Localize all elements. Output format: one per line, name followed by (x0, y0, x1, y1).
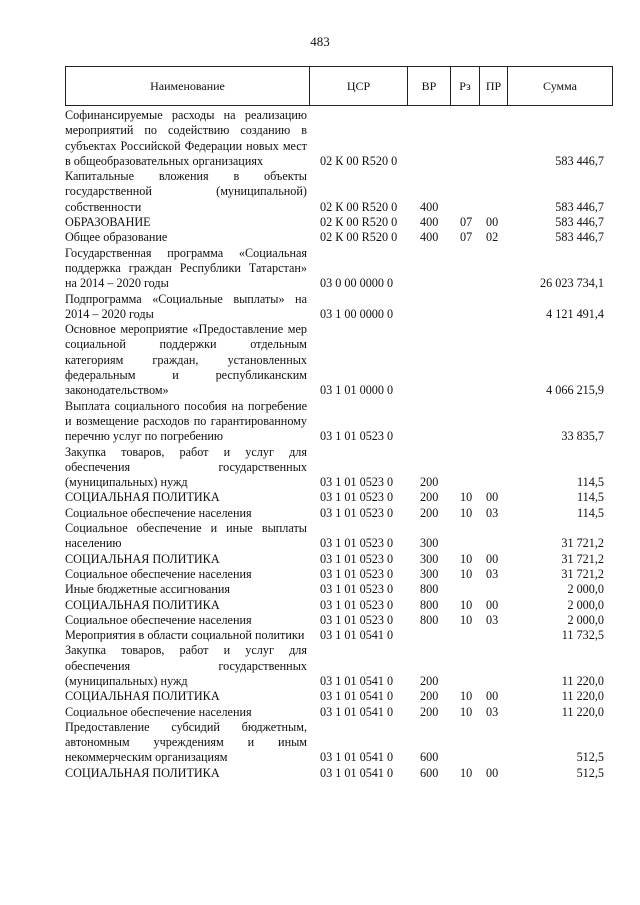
row-csr: 02 К 00 R520 0 (320, 215, 398, 230)
row-sum: 583 446,7 (555, 199, 604, 214)
row-csr: 03 0 00 0000 0 (320, 276, 394, 291)
table-row (65, 169, 613, 215)
table-row (65, 582, 613, 597)
row-sum: 512,5 (576, 765, 604, 780)
table-row (65, 445, 613, 491)
row-vr: 300 (420, 566, 439, 581)
row-name: Государственная программа «Социальная поддержка граждан Республики Татарстан» на 2014 – 2020 годы (65, 245, 307, 291)
row-vr: 400 (420, 215, 439, 230)
row-sum: 583 446,7 (555, 215, 604, 230)
row-csr: 03 1 01 0523 0 (320, 551, 394, 566)
row-pr: 03 (486, 505, 499, 520)
row-rz: 10 (460, 551, 473, 566)
row-vr: 200 (420, 689, 439, 704)
row-sum: 2 000,0 (567, 612, 604, 627)
row-name: Закупка товаров, работ и услуг для обеспечения государственных (муниципальных) нужд (65, 643, 307, 688)
row-vr: 300 (420, 536, 439, 551)
header-pr: ПР (480, 67, 508, 105)
table-row (65, 399, 613, 445)
row-rz: 07 (460, 230, 473, 245)
row-name: Иные бюджетные ассигнования (65, 582, 231, 597)
row-name: Социальное обеспечение и иные выплаты населению (65, 521, 307, 551)
row-pr: 03 (486, 612, 499, 627)
row-name: Подпрограмма «Социальные выплаты» на 2014 – 2020 годы (65, 291, 307, 321)
row-csr: 03 1 01 0523 0 (320, 597, 394, 612)
row-sum: 2 000,0 (567, 597, 604, 612)
row-vr: 400 (420, 199, 439, 214)
row-vr: 600 (420, 750, 439, 765)
row-name: Социальное обеспечение населения (65, 566, 252, 581)
row-vr: 800 (420, 597, 439, 612)
row-sum: 2 000,0 (567, 582, 604, 597)
row-rz: 10 (460, 765, 473, 780)
row-rz: 10 (460, 689, 473, 704)
row-csr: 03 1 01 0523 0 (320, 566, 394, 581)
table-row (65, 490, 613, 505)
row-csr: 03 1 01 0541 0 (320, 750, 394, 765)
row-vr: 200 (420, 475, 439, 490)
row-name: СОЦИАЛЬНАЯ ПОЛИТИКА (65, 490, 220, 505)
row-name: Предоставление субсидий бюджетным, автономным учреждениям и иным некоммерческим организациям (65, 719, 307, 765)
row-csr: 03 1 01 0523 0 (320, 582, 394, 597)
row-sum: 11 220,0 (561, 673, 604, 688)
row-csr: 03 1 01 0523 0 (320, 536, 394, 551)
row-sum: 114,5 (577, 490, 604, 505)
table-row (65, 643, 613, 689)
row-sum: 11 732,5 (561, 628, 604, 643)
row-csr: 03 1 00 0000 0 (320, 306, 394, 321)
row-name: ОБРАЗОВАНИЕ (65, 215, 151, 230)
table-row (65, 598, 613, 613)
table-row (65, 246, 613, 292)
row-sum: 26 023 734,1 (540, 276, 604, 291)
table-row (65, 705, 613, 720)
table-row (65, 552, 613, 567)
row-sum: 583 446,7 (555, 230, 604, 245)
row-sum: 11 220,0 (561, 689, 604, 704)
row-pr: 00 (486, 215, 499, 230)
row-rz: 10 (460, 566, 473, 581)
row-pr: 03 (486, 566, 499, 581)
row-csr: 03 1 01 0541 0 (320, 765, 394, 780)
row-csr: 03 1 01 0523 0 (320, 429, 394, 444)
row-name: СОЦИАЛЬНАЯ ПОЛИТИКА (65, 689, 220, 704)
row-sum: 11 220,0 (561, 704, 604, 719)
header-name: Наименование (66, 67, 310, 105)
header-rz: Рз (451, 67, 480, 105)
table-row (65, 215, 613, 230)
row-csr: 03 1 01 0541 0 (320, 628, 394, 643)
table-row (65, 720, 613, 766)
table-row (65, 766, 613, 781)
row-name: Социальное обеспечение населения (65, 505, 252, 520)
row-vr: 200 (420, 505, 439, 520)
row-name: Социальное обеспечение населения (65, 612, 252, 627)
row-pr: 00 (486, 551, 499, 566)
row-vr: 800 (420, 582, 439, 597)
table-row (65, 506, 613, 521)
row-name: Социальное обеспечение населения (65, 704, 252, 719)
row-pr: 03 (486, 704, 499, 719)
row-csr: 03 1 01 0523 0 (320, 490, 394, 505)
row-vr: 600 (420, 765, 439, 780)
row-rz: 10 (460, 490, 473, 505)
row-vr: 800 (420, 612, 439, 627)
row-sum: 114,5 (577, 505, 604, 520)
row-name: Общее образование (65, 230, 168, 245)
row-rz: 10 (460, 597, 473, 612)
row-name: Мероприятия в области социальной политики (65, 628, 305, 643)
row-rz: 10 (460, 505, 473, 520)
row-pr: 00 (486, 765, 499, 780)
header-csr: ЦСР (310, 67, 408, 105)
table-row (65, 628, 613, 643)
row-pr: 00 (486, 490, 499, 505)
table-row (65, 292, 613, 323)
row-vr: 400 (420, 230, 439, 245)
table-row (65, 689, 613, 704)
row-sum: 33 835,7 (561, 429, 604, 444)
row-vr: 200 (420, 490, 439, 505)
row-pr: 00 (486, 689, 499, 704)
row-name: Выплата социального пособия на погребение и возмещение расходов по гарантированному перечню услуг по погребению (65, 398, 307, 444)
row-name: Закупка товаров, работ и услуг для обеспечения государственных (муниципальных) нужд (65, 444, 307, 490)
row-rz: 10 (460, 612, 473, 627)
row-csr: 02 К 00 R520 0 (320, 199, 398, 214)
row-name: Софинансируемые расходы на реализацию мероприятий по содействию созданию в субъектах Российской Федерации новых мест в общеобразовательных организациях (65, 108, 307, 168)
row-sum: 512,5 (576, 750, 604, 765)
page-number: 483 (310, 34, 330, 49)
header-vr: ВР (408, 67, 451, 105)
row-name: СОЦИАЛЬНАЯ ПОЛИТИКА (65, 551, 220, 566)
table-row (65, 613, 613, 628)
table-row (65, 567, 613, 582)
row-csr: 03 1 01 0541 0 (320, 673, 394, 688)
row-pr: 02 (486, 230, 499, 245)
row-sum: 31 721,2 (561, 551, 604, 566)
row-pr: 00 (486, 597, 499, 612)
table-row (65, 521, 613, 552)
table-row (65, 108, 613, 169)
row-sum: 114,5 (577, 475, 604, 490)
table-header (65, 66, 613, 106)
row-rz: 10 (460, 704, 473, 719)
row-csr: 03 1 01 0523 0 (320, 612, 394, 627)
row-name: Капитальные вложения в объекты государственной (муниципальной) собственности (65, 169, 307, 214)
row-csr: 02 К 00 R520 0 (320, 230, 398, 245)
row-vr: 200 (420, 704, 439, 719)
table-body (65, 108, 613, 781)
row-sum: 4 066 215,9 (546, 383, 604, 398)
row-csr: 03 1 01 0523 0 (320, 505, 394, 520)
row-csr: 03 1 01 0541 0 (320, 689, 394, 704)
header-sum: Сумма (543, 79, 577, 93)
row-vr: 200 (420, 673, 439, 688)
row-name: Основное мероприятие «Предоставление мер социальной поддержки отдельным категориям граждан, установленных федеральным и республиканским законодательством» (65, 322, 307, 398)
row-csr: 02 К 00 R520 0 (320, 153, 398, 168)
row-sum: 31 721,2 (561, 536, 604, 551)
row-csr: 03 1 01 0541 0 (320, 704, 394, 719)
row-csr: 03 1 01 0523 0 (320, 475, 394, 490)
row-csr: 03 1 01 0000 0 (320, 383, 394, 398)
table-row (65, 322, 613, 398)
row-sum: 4 121 491,4 (546, 306, 604, 321)
row-vr: 300 (420, 551, 439, 566)
row-name: СОЦИАЛЬНАЯ ПОЛИТИКА (65, 597, 220, 612)
row-sum: 31 721,2 (561, 566, 604, 581)
row-rz: 07 (460, 215, 473, 230)
row-name: СОЦИАЛЬНАЯ ПОЛИТИКА (65, 765, 220, 780)
row-sum: 583 446,7 (555, 153, 604, 168)
table-row (65, 230, 613, 245)
